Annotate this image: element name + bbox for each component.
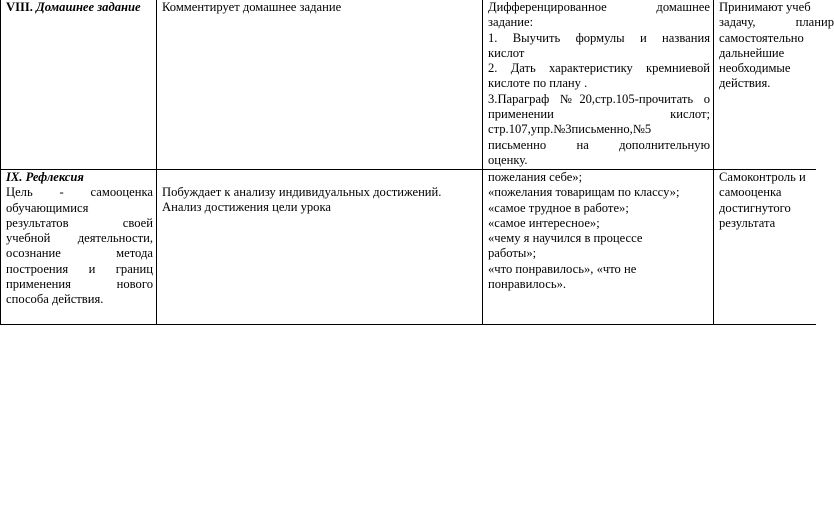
teacher-activity-line: Анализ достижения цели урока: [162, 200, 331, 215]
stage-cell: [0, 0, 157, 169]
stage-cell: [0, 169, 157, 324]
content-line: задание:: [488, 15, 534, 30]
student-activity-cell: [714, 169, 834, 324]
goal-line: способа действия.: [6, 292, 104, 307]
content-line: 2. Дать характеристику кремниевой: [488, 61, 710, 76]
content-line: кислоте по плану .: [488, 76, 588, 91]
student-activity-line: достигнутого: [719, 200, 791, 215]
student-activity-line: дальнейшие: [719, 45, 785, 60]
teacher-activity-line: Комментирует домашнее задание: [162, 0, 342, 14]
content-line: применении кислот;: [488, 107, 710, 122]
teacher-activity-cell: [157, 169, 483, 324]
student-activity-line: необходимые: [719, 61, 791, 76]
content-line: «что понравилось», «что не: [488, 261, 637, 276]
goal-line: применения нового: [6, 277, 153, 292]
student-activity-line: самостоятельно: [719, 30, 804, 45]
stage-title: Домашнее задание: [36, 0, 141, 14]
content-line: понравилось».: [488, 277, 567, 292]
stage-title: Рефлексия: [25, 170, 84, 184]
stage-number: IX.: [6, 170, 23, 184]
student-activity-line: Принимают учеб: [719, 0, 811, 14]
student-activity-line: Самоконтроль и: [719, 170, 806, 184]
goal-line: учебной деятельности,: [6, 231, 153, 246]
student-activity-line: самооценка: [719, 185, 782, 200]
student-activity-line: результата: [719, 215, 776, 230]
goal-line: построения и границ: [6, 261, 153, 276]
content-line: 3.Параграф №20,стр.105-прочитать о: [488, 91, 710, 106]
content-line: «пожелания товарищам по классу»;: [488, 185, 680, 200]
content-line: «самое трудное в работе»;: [488, 200, 629, 215]
content-line: пожелания себе»;: [488, 170, 583, 184]
goal-line: Цель - самооценка: [6, 185, 153, 200]
content-line: стр.107,упр.№3письменно,№5: [488, 122, 652, 137]
teacher-activity-cell: [157, 0, 483, 169]
stage-goal: [6, 185, 153, 307]
stage-number: VIII.: [6, 0, 33, 14]
student-activity-line: действия.: [719, 76, 771, 91]
content-line: письменно на дополнительную: [488, 137, 710, 152]
goal-line: результатов своей: [6, 215, 153, 230]
content-line: оценку.: [488, 152, 528, 167]
goal-line: обучающимися: [6, 200, 89, 215]
content-line: 1. Выучить формулы и названия: [488, 30, 710, 45]
goal-line: осознание метода: [6, 246, 153, 261]
table-row-homework: [0, 0, 834, 170]
teacher-activity-line: Побуждает к анализу индивидуальных достижений.: [162, 185, 442, 199]
content-line: работы»;: [488, 246, 537, 261]
content-line: Дифференцированное домашнее: [488, 0, 710, 14]
table-row-reflection: [0, 169, 816, 325]
student-activity-cell: [714, 0, 834, 169]
content-cell: [483, 0, 714, 169]
content-cell: [483, 169, 714, 324]
content-line: кислот: [488, 45, 525, 60]
content-line: «самое интересное»;: [488, 215, 600, 230]
student-activity-line: задачу, планир: [719, 15, 834, 30]
content-line: «чему я научился в процессе: [488, 231, 643, 246]
